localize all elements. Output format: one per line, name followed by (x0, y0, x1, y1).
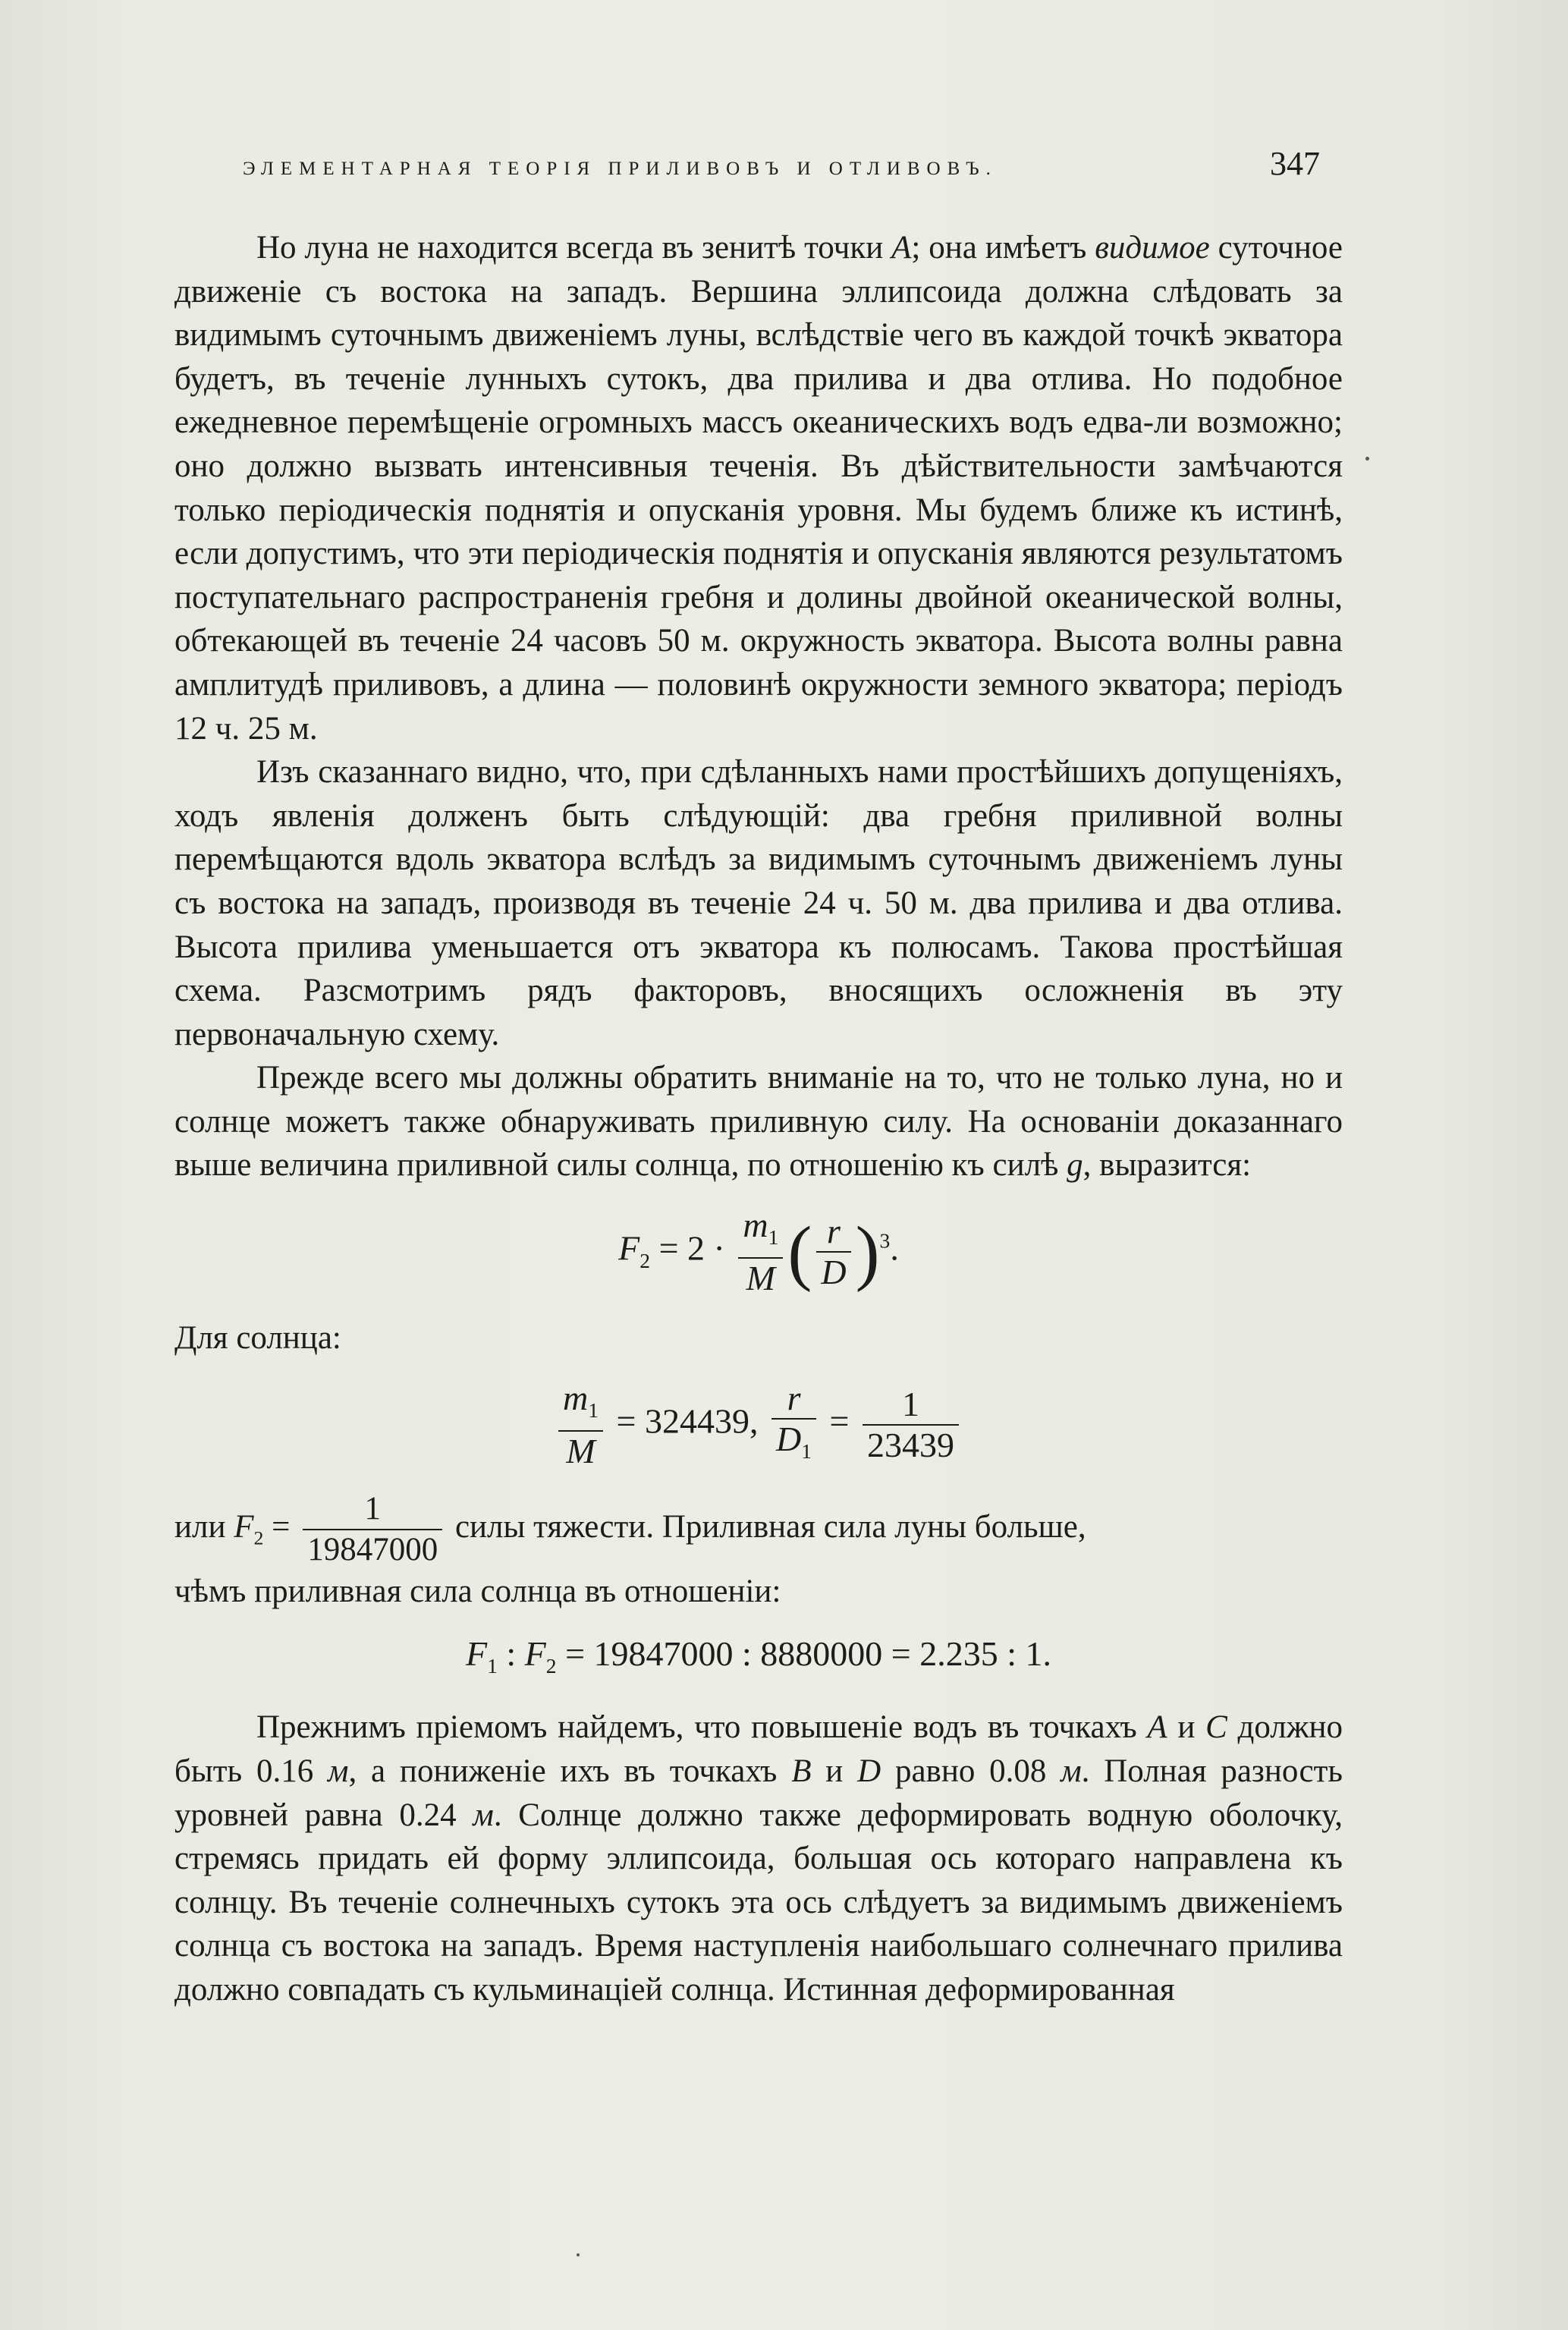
fraction-distance-ratio (771, 1379, 816, 1471)
point-label: D (857, 1753, 881, 1789)
paragraph-3 (174, 1056, 1343, 1187)
page-header (243, 144, 1320, 183)
fraction-numerator: m (563, 1378, 589, 1417)
page-number: 347 (1270, 145, 1320, 182)
formula-exponent: 3 (879, 1228, 891, 1253)
formula-period: . (890, 1228, 899, 1268)
point-label: B (791, 1753, 812, 1789)
fraction-mass-ratio (558, 1379, 603, 1471)
fraction-numerator: r (771, 1379, 816, 1420)
unit-label: м (328, 1753, 349, 1789)
fraction-denominator: M (566, 1432, 595, 1471)
text-run: суточное движеніе съ востока на западъ. Вершина эллипсоида должна слѣдовать за видимымъ суточнымъ движеніемъ луны, вслѣдствіе чего въ каждой точкѣ экватора будетъ, въ теченіе лунныхъ сутокъ, два прилива и два отлива. Но подобное ежедневное перемѣщеніе огромныхъ массъ океаническихъ водъ едва-ли возможно; оно должно вызвать интенсивныя теченія. Въ дѣйствительности замѣчаются только періодическія поднятія и опусканія уровня. Мы будемъ ближе къ истинѣ, если допустимъ, что эти періодическія поднятія и опусканія являются результатомъ поступательнаго распространенія гребня и долины двойной океанической волны, обтекающей въ теченіе 24 часовъ 50 м. окружность экватора. Высота волны равна амплитудѣ приливовъ, а длина — половинѣ окружности земного экватора; періодъ 12 ч. 25 м. (174, 230, 1343, 747)
text-run: или (174, 1508, 234, 1545)
fraction-numerator: r (816, 1212, 850, 1253)
unit-label: м (1061, 1753, 1082, 1789)
text-run: Прежнимъ пріемомъ найдемъ, что повышеніе водъ въ точкахъ (256, 1709, 1148, 1746)
fraction-denominator: 23439 (866, 1425, 954, 1464)
formula-tidal-force-sun (174, 1206, 1343, 1298)
left-parenthesis: ( (787, 1211, 812, 1293)
text-run: Прежде всего мы должны обратить вниманіе на то, что не только луна, но и солнце можетъ также обнаруживать приливную силу. На основаніи доказаннаго выше величина приливной силы солнца, по отношенію къ силѣ (174, 1060, 1343, 1184)
formula-value: = 324439, (616, 1401, 759, 1441)
text-run: силы тяжести. Приливная сила луны больше, (447, 1508, 1086, 1545)
point-label: A (1147, 1709, 1167, 1746)
fraction-numerator: m (743, 1206, 768, 1245)
formula-symbol: F (618, 1228, 640, 1268)
fraction-denominator: D (776, 1419, 802, 1458)
formula-value: = 19847000 : 8880000 = 2.235 : 1. (556, 1634, 1052, 1673)
formula-subscript: 2 (253, 1527, 264, 1549)
page-body (174, 226, 1343, 2012)
formula-subscript: 1 (588, 1398, 599, 1423)
formula-subscript: 1 (487, 1653, 498, 1678)
text-run: . Полная разность уровней равна 0.24 (174, 1753, 1343, 1833)
formula-subscript: 1 (768, 1225, 779, 1250)
formula-operator: = (829, 1401, 850, 1441)
point-label: C (1205, 1709, 1227, 1746)
formula-operator: = 2 · (658, 1228, 725, 1268)
paragraph-2: Изъ сказаннаго видно, что, при сдѣланныхъ нами простѣйшихъ допущеніяхъ, ходъ явленія долженъ быть слѣдующій: два гребня приливной волны перемѣщаются вдоль экватора вслѣдъ за видимымъ суточнымъ движеніемъ луны съ востока на западъ, производя въ теченіе 24 ч. 50 м. два прилива и два отлива. Высота прилива уменьшается отъ экватора къ полюсамъ. Такова простѣйшая схема. Разсмотримъ рядъ факторовъ, вносящихъ осложненія въ эту первоначальную схему. (174, 754, 1343, 1052)
formula-symbol: F (234, 1508, 254, 1545)
text-run: Но луна не находится всегда въ зенитѣ точки (256, 230, 892, 266)
for-sun-label: Для солнца: (174, 1320, 341, 1357)
point-a-label: A (891, 230, 912, 266)
italic-term: видимое (1095, 230, 1210, 266)
formula-operator: = (263, 1508, 299, 1545)
gravity-symbol: g (1067, 1147, 1083, 1184)
text-run: равно 0.08 (881, 1753, 1061, 1789)
text-run: , а пониженіе ихъ въ точкахъ (348, 1753, 792, 1789)
line-chem: чѣмъ приливная сила солнца въ отношеніи: (174, 1574, 781, 1610)
running-title: ЭЛЕМЕНТАРНАЯ ТЕОРІЯ ПРИЛИВОВЪ И ОТЛИВОВЪ. (243, 159, 998, 179)
formula-subscript: 2 (545, 1653, 557, 1678)
fraction-denominator: 19847000 (307, 1532, 438, 1568)
text-run: и (811, 1753, 858, 1789)
fraction-solar-force (303, 1489, 442, 1570)
unit-label: м (473, 1797, 494, 1833)
formula-force-ratio (174, 1632, 1343, 1688)
fraction-numerator: 1 (863, 1385, 959, 1426)
fraction-mass-ratio (738, 1206, 783, 1298)
paper-speck (1365, 457, 1369, 461)
text-run: , выразится: (1083, 1147, 1252, 1184)
text-run: . Солнце должно также деформировать водную оболочку, стремясь придать ей форму эллипсоида, большая ось котораго направлена къ солнцу. Въ теченіе солнечныхъ сутокъ эта ось слѣдуетъ за видимымъ движеніемъ солнца съ востока на западъ. Время наступленія наибольшаго солнечнаго прилива должно совпадать съ кульминаціей солнца. Истинная деформированная (174, 1797, 1343, 2008)
paper-speck (577, 2253, 580, 2256)
formula-subscript: 2 (639, 1248, 651, 1272)
text-run: должно быть 0.16 (174, 1709, 1343, 1789)
fraction-distance-value (863, 1385, 959, 1465)
fraction-denominator: D (821, 1253, 847, 1292)
fraction-distance-ratio (816, 1212, 850, 1292)
formula-sun-values (174, 1379, 1343, 1471)
formula-operator: : (497, 1634, 525, 1673)
formula-symbol: F (465, 1634, 488, 1673)
fraction-denominator: M (746, 1259, 775, 1298)
formula-subscript: 1 (801, 1439, 812, 1464)
paragraph-1 (174, 226, 1343, 750)
paragraph-4 (174, 1706, 1343, 2011)
text-run: ; она имѣетъ (911, 230, 1095, 266)
formula-symbol: F (524, 1634, 546, 1673)
line-ili (174, 1489, 1343, 1570)
right-parenthesis: ) (855, 1211, 880, 1293)
text-run: и (1167, 1709, 1206, 1746)
fraction-numerator: 1 (303, 1489, 442, 1530)
